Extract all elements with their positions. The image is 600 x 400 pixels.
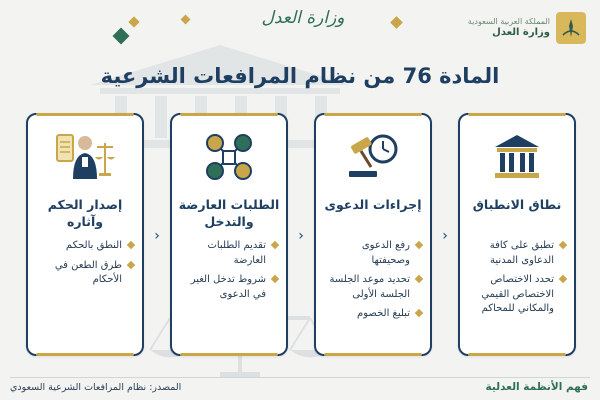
ministry-calligraphy: وزارة العدل bbox=[261, 8, 345, 28]
ministry-name-label: وزارة العدل bbox=[492, 26, 550, 38]
list-item-text: النطق بالحكم bbox=[65, 240, 122, 251]
footer-brand: فهم الأنظمة العدلية bbox=[485, 381, 588, 393]
card-list bbox=[34, 239, 134, 293]
list-item bbox=[178, 239, 278, 268]
bullet-icon bbox=[415, 241, 423, 249]
bullet-icon bbox=[127, 241, 135, 249]
list-item bbox=[322, 307, 422, 322]
list-item-text: تحدد الاختصاص الاختصاص القيمي والمكاني للمحاكم bbox=[481, 274, 554, 314]
decorative-diamond bbox=[181, 15, 191, 25]
footer-source: المصدر: نظام المرافعات الشرعية السعودي bbox=[10, 382, 182, 393]
list-item-text: طرق الطعن في الأحكام bbox=[54, 259, 122, 285]
card-requests bbox=[170, 113, 288, 356]
judge-scroll-icon bbox=[53, 129, 117, 185]
cards-row bbox=[26, 113, 576, 363]
bullet-icon bbox=[271, 275, 279, 283]
bullet-icon bbox=[559, 275, 567, 283]
card-title: الطلبات العارضة والتدخل bbox=[178, 197, 280, 229]
card-judgment bbox=[26, 113, 144, 356]
card-list bbox=[178, 239, 278, 307]
network-people-icon bbox=[201, 131, 257, 183]
bullet-icon bbox=[271, 241, 279, 249]
card-title: إجراءات الدعوى bbox=[324, 197, 422, 212]
bullet-icon bbox=[559, 241, 567, 249]
list-item bbox=[322, 273, 422, 302]
ministry-logo bbox=[446, 10, 586, 46]
decorative-diamond bbox=[390, 16, 403, 29]
card-list bbox=[466, 239, 566, 322]
card-title: إصدار الحكم وآثاره bbox=[47, 197, 123, 229]
list-item-text: تطبق على كافة الدعاوى المدنية bbox=[489, 240, 554, 266]
list-item bbox=[322, 239, 422, 268]
card-list bbox=[322, 239, 422, 327]
card-scope bbox=[458, 113, 576, 356]
decorative-diamond bbox=[128, 16, 139, 27]
ministry-country-label: المملكة العربية السعودية bbox=[467, 16, 550, 26]
list-item-text: رفع الدعوى وصحيفتها bbox=[361, 240, 410, 266]
chevron-left-icon: ‹ bbox=[298, 228, 304, 244]
list-item-text: تحديد موعد الجلسة الجلسة الأولى bbox=[329, 274, 410, 300]
bullet-icon bbox=[127, 260, 135, 268]
list-item bbox=[178, 273, 278, 302]
footer-divider bbox=[10, 377, 590, 378]
list-item-text: تقديم الطلبات العارضة bbox=[207, 240, 266, 266]
list-item bbox=[466, 239, 566, 268]
chevron-left-icon: ‹ bbox=[154, 228, 160, 244]
list-item bbox=[34, 259, 134, 288]
saudi-emblem-icon bbox=[556, 12, 586, 44]
footer bbox=[0, 377, 600, 400]
bullet-icon bbox=[415, 309, 423, 317]
courthouse-icon bbox=[490, 132, 544, 182]
chevron-left-icon: ‹ bbox=[442, 228, 448, 244]
list-item-text: شروط تدخل الغير في الدعوى bbox=[190, 274, 266, 300]
gavel-clock-icon bbox=[345, 131, 401, 183]
card-procedures bbox=[314, 113, 432, 356]
list-item bbox=[34, 239, 134, 254]
page-title: المادة 76 من نظام المرافعات الشرعية bbox=[100, 64, 500, 88]
list-item-text: تبليغ الخصوم bbox=[357, 308, 410, 319]
bullet-icon bbox=[415, 275, 423, 283]
list-item bbox=[466, 273, 566, 317]
card-title: نطاق الانطباق bbox=[472, 197, 562, 212]
